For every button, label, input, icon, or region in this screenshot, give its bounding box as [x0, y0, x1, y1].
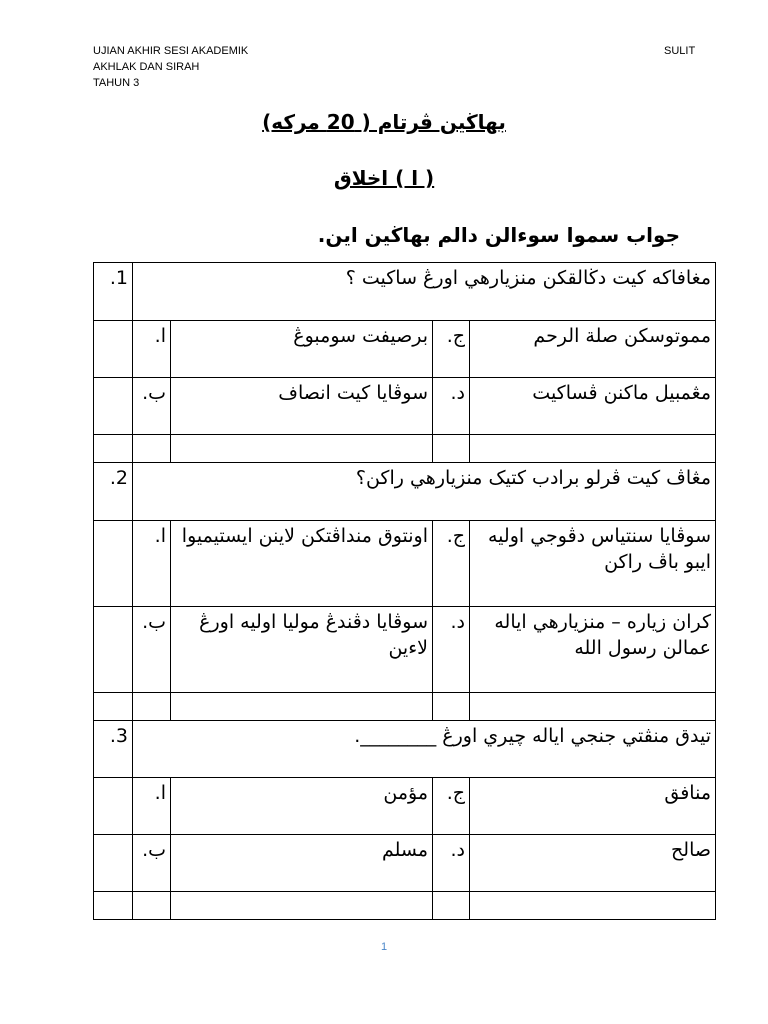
question-row: [94, 263, 716, 321]
question-number: 3.: [94, 721, 133, 778]
option-label-a: ا.: [133, 778, 171, 835]
instruction: جواب سموا سوءالن دالم بهاڬين اين.: [317, 223, 680, 247]
option-text-c: سوڤايا سنتياس دڤوجي اوليه ايبو باڤ راكن: [470, 521, 716, 607]
options-row: [94, 835, 716, 892]
question-number: 1.: [94, 263, 133, 321]
option-text-c: منافق: [470, 778, 716, 835]
header-subject: AKHLAK DAN SIRAH: [93, 61, 200, 73]
option-label-a: ا.: [133, 521, 171, 607]
header-exam-name: UJIAN AKHIR SESI AKADEMIK: [93, 45, 249, 57]
spacer-row: [94, 892, 716, 920]
options-row: [94, 321, 716, 378]
option-text-d: مڠمبيل ماكنن ڤساكيت: [470, 378, 716, 435]
options-row: [94, 378, 716, 435]
option-label-c: ج.: [433, 521, 470, 607]
options-row: [94, 778, 716, 835]
option-text-a: اونتوق منداڤتكن لاينن ايستيميوا: [171, 521, 433, 607]
question-text: تيدق منڤتي جنجي اياله چيري اورڠ ________.: [133, 721, 716, 778]
spacer-row: [94, 435, 716, 463]
option-text-b: سوڤايا دڤندڠ موليا اوليه اورڠ لاءين: [171, 607, 433, 693]
option-label-b: ب.: [133, 378, 171, 435]
option-label-b: ب.: [133, 607, 171, 693]
option-text-c: مموتوسكن صلة الرحم: [470, 321, 716, 378]
option-text-d: صالح: [470, 835, 716, 892]
option-label-c: ج.: [433, 321, 470, 378]
question-text: مڠاڤ كيت ڤرلو برادب كتيک منزيارهي راكن؟: [133, 463, 716, 521]
option-text-b: مسلم: [171, 835, 433, 892]
option-label-c: ج.: [433, 778, 470, 835]
question-table: [93, 262, 716, 920]
option-text-a: برصيفت سومبوڠ: [171, 321, 433, 378]
option-label-b: ب.: [133, 835, 171, 892]
option-text-a: مؤمن: [171, 778, 433, 835]
page-number: 1: [380, 941, 388, 953]
question-number: 2.: [94, 463, 133, 521]
question-row: [94, 463, 716, 521]
section-title: بهاڬين ڤرتام ( 20 مركه): [262, 110, 506, 134]
spacer-row: [94, 693, 716, 721]
options-row: [94, 521, 716, 607]
subsection-title: ( ا ) اخلاق: [333, 166, 435, 190]
option-label-a: ا.: [133, 321, 171, 378]
option-text-b: سوڤايا كيت انصاف: [171, 378, 433, 435]
header-sulit: SULIT: [664, 45, 696, 57]
header-left: [93, 43, 248, 91]
option-label-d: د.: [433, 607, 470, 693]
option-label-d: د.: [433, 378, 470, 435]
option-text-d: كران زياره – منزيارهي اياله عمالن رسول الله: [470, 607, 716, 693]
question-text: مغافاكه كيت دڬالقكن منزيارهي اورڠ ساكيت ؟: [133, 263, 716, 321]
options-row: [94, 607, 716, 693]
question-row: [94, 721, 716, 778]
option-label-d: د.: [433, 835, 470, 892]
header-year: TAHUN 3: [93, 77, 140, 89]
